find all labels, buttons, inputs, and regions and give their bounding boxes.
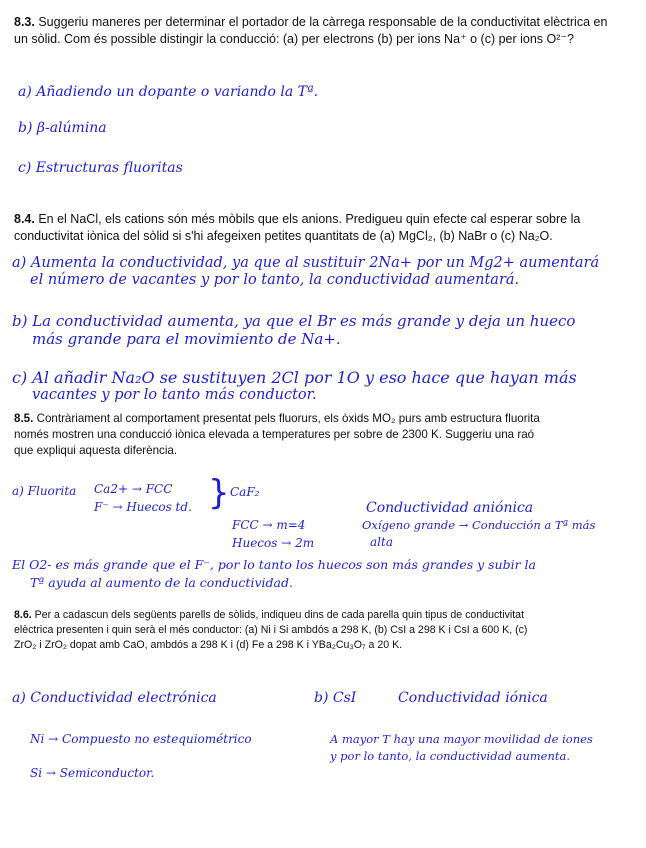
answer-8-5-caf2: CaF₂ xyxy=(230,485,260,499)
question-text: En el NaCl, els cations són més mòbils que els anions. Predigueu quin efecte cal esperar sobre la conductivitat iònica del sòlid si s'hi afegeixen petites quantitats de (a) MgCl₂, (b) NaBr o (c) Na₂O. xyxy=(14,212,581,243)
question-number: 8.4. xyxy=(14,212,35,226)
question-text: Per a cadascun dels següents parells de sòlids, indiqueu dins de cada parella quin tipus de conductivitat elèctrica presenten i quin serà el més conductor: (a) Ni i Si ambdós a 298 K, (b) CsI a 298 K i CsI a 600 K, (c) ZrO₂ i ZrO₂ dopat amb CaO, ambdós a 298 K i (d) Fe a 298 K i YBa₂Cu₃O₇ a 20 K. xyxy=(14,609,528,651)
answer-8-4-b-line1: b) La conductividad aumenta, ya que el Br es más grande y deja un hueco xyxy=(12,312,576,330)
answer-8-6-b-line1: A mayor T hay una mayor movilidad de iones xyxy=(330,732,593,746)
answer-8-5-huecos: Huecos → 2m xyxy=(232,536,315,550)
answer-8-4-a-line2: el número de vacantes y por lo tanto, la conductividad aumentará. xyxy=(30,272,520,288)
answer-8-3-b: b) β-alúmina xyxy=(18,120,107,136)
answer-8-5-anionica: Conductividad aniónica xyxy=(366,500,534,516)
question-8-5 xyxy=(14,411,554,459)
answer-8-6-ni: Ni → Compuesto no estequiométrico xyxy=(30,732,252,746)
question-8-6 xyxy=(14,608,534,653)
answer-8-4-a-line1: a) Aumenta la conductividad, ya que al sustituir 2Na+ por un Mg2+ aumentará xyxy=(12,255,600,271)
answer-8-5-ca: Ca2+ → FCC xyxy=(94,482,173,496)
answer-8-6-b: b) CsI xyxy=(314,690,357,706)
question-8-3 xyxy=(14,14,614,47)
answer-8-5-label: a) Fluorita xyxy=(12,484,77,498)
question-text: Contràriament al comportament presentat pels fluorurs, els òxids MO₂ purs amb estructura fluorita només mostren una conducció iònica elevada a temperatures per sobre de 2300 K. Suggeriu una raó que expliqui aquesta diferència. xyxy=(14,412,540,457)
answer-8-5-conclusion-line1: El O2- es más grande que el F⁻, por lo tanto los huecos son más grandes y subir la xyxy=(12,557,537,572)
answer-8-5-alta: alta xyxy=(370,535,393,549)
answer-8-6-b-line2: y por lo tanto, la conductividad aumenta. xyxy=(330,749,570,763)
answer-8-6-a: a) Conductividad electrónica xyxy=(12,690,217,706)
answer-8-5-fcc: FCC → m=4 xyxy=(232,518,306,532)
answer-8-6-b-type: Conductividad iónica xyxy=(398,690,548,706)
brace-icon: } xyxy=(208,473,230,513)
answer-8-5-oxigeno: Oxígeno grande → Conducción a Tª más xyxy=(362,518,596,532)
question-text: Suggeriu maneres per determinar el portador de la càrrega responsable de la conductivitat elèctrica en un sòlid. Com és possible distingir la conducció: (a) per electrons (b) per ions Na⁺ o (c) per ions O²⁻? xyxy=(14,15,608,46)
answer-8-3-c: c) Estructuras fluoritas xyxy=(18,160,183,176)
answer-8-6-si: Si → Semiconductor. xyxy=(30,766,155,780)
question-number: 8.6. xyxy=(14,609,32,621)
answer-8-4-b-line2: más grande para el movimiento de Na+. xyxy=(32,330,341,348)
answer-8-5-conclusion-line2: Tª ayuda al aumento de la conductividad. xyxy=(30,575,293,590)
question-number: 8.5. xyxy=(14,412,34,425)
question-number: 8.3. xyxy=(14,15,35,29)
answer-8-5-f: F⁻ → Huecos td. xyxy=(94,500,192,514)
question-8-4 xyxy=(14,211,614,244)
answer-8-3-a: a) Añadiendo un dopante o variando la Tª. xyxy=(18,84,319,100)
answer-8-4-c-line1: c) Al añadir Na₂O se sustituyen 2Cl por 1O y eso hace que hayan más xyxy=(12,368,577,387)
answer-8-4-c-line2: vacantes y por lo tanto más conductor. xyxy=(32,387,317,403)
